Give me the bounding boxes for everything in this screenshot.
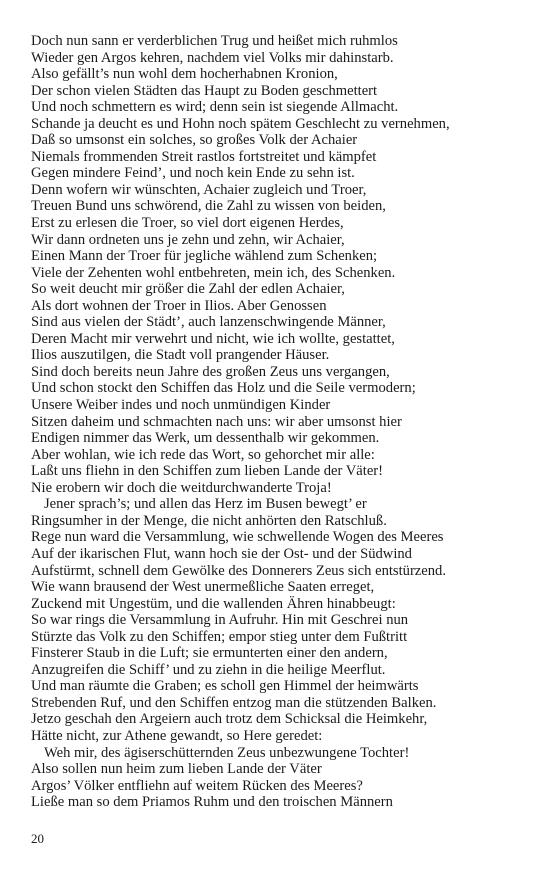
text-block <box>31 33 526 811</box>
text-line: Strebenden Ruf, und den Schiffen entzog man die stützenden Balken. <box>31 694 437 711</box>
text-line: Wieder gen Argos kehren, nachdem viel Volks mir dahinstarb. <box>31 49 394 66</box>
text-line: Wie wann brausend der West unermeßliche Saaten erreget, <box>31 579 375 596</box>
text-line: Stürzte das Volk zu den Schiffen; empor stieg unter dem Fußtritt <box>31 628 408 645</box>
text-line: Sind aus vielen der Städt’, auch lanzenschwingende Männer, <box>31 314 386 331</box>
text-line: Und man räumte die Graben; es scholl gen Himmel der heimwärts <box>31 678 419 695</box>
text-line: Rege nun ward die Versammlung, wie schwellende Wogen des Meeres <box>31 529 444 546</box>
text-line: Nie erobern wir doch die weitdurchwanderte Troja! <box>31 479 332 496</box>
text-line: Unsere Weiber indes und noch unmündigen Kinder <box>31 397 331 414</box>
text-line: Jener sprach’s; und allen das Herz im Busen bewegt’ er <box>44 496 367 513</box>
text-line: Als dort wohnen der Troer in Ilios. Aber Genossen <box>31 297 327 314</box>
text-line: Finsterer Staub in die Luft; sie ermunterten einer den andern, <box>31 645 388 662</box>
text-line: Schande ja deucht es und Hohn noch spätem Geschlecht zu vernehmen, <box>31 115 450 132</box>
text-line: Und noch schmettern es wird; denn sein ist siegende Allmacht. <box>31 99 399 116</box>
text-line: Aber wohlan, wie ich rede das Wort, so gehorchet mir alle: <box>31 446 375 463</box>
text-line: Aufstürmt, schnell dem Gewölke des Donnerers Zeus sich entstürzend. <box>31 562 447 579</box>
text-line: Wir dann ordneten uns je zehn und zehn, wir Achaier, <box>31 231 345 248</box>
text-line: Also gefällt’s nun wohl dem hocherhabnen Kronion, <box>31 66 338 83</box>
text-line: Ringsumher in der Menge, die nicht anhörten den Ratschluß. <box>31 512 387 529</box>
text-line: Einen Mann der Troer für jegliche wählend zum Schenken; <box>31 248 378 265</box>
text-line: Ließe man so dem Priamos Ruhm und den troischen Männern <box>31 794 393 811</box>
text-line: Der schon vielen Städten das Haupt zu Boden geschmettert <box>31 82 378 99</box>
text-line: Endigen nimmer das Werk, um dessenthalb wir gekommen. <box>31 430 380 447</box>
text-line: Auf der ikarischen Flut, wann hoch sie der Ost- und der Südwind <box>31 545 412 562</box>
text-line: Und schon stockt den Schiffen das Holz und die Seile vermodern; <box>31 380 416 397</box>
text-line: Jetzo geschah den Argeiern auch trotz dem Schicksal die Heimkehr, <box>31 711 428 728</box>
page-number: 20 <box>31 831 44 846</box>
text-line: Also sollen nun heim zum lieben Lande der Väter <box>31 761 322 778</box>
text-line: Gegen mindere Feind’, und noch kein Ende zu sehn ist. <box>31 165 355 182</box>
text-line: Sitzen daheim und schmachten nach uns: wir aber umsonst hier <box>31 413 402 430</box>
text-line: So weit deucht mir größer die Zahl der edlen Achaier, <box>31 281 345 298</box>
text-line: Laßt uns fliehn in den Schiffen zum lieben Lande der Väter! <box>31 463 384 480</box>
text-line: Viele der Zehenten wohl entbehreten, mein ich, des Schenken. <box>31 264 396 281</box>
text-line: Erst zu erlesen die Troer, so viel dort eigenen Herdes, <box>31 215 344 232</box>
text-line: Argos’ Völker entfliehn auf weitem Rücken des Meeres? <box>31 777 363 794</box>
text-line: Anzugreifen die Schiff’ und zu ziehn in die heilige Meerflut. <box>31 661 386 678</box>
text-line: Denn wofern wir wünschten, Achaier zugleich und Troer, <box>31 181 367 198</box>
text-line: Hätte nicht, zur Athene gewandt, so Here geredet: <box>31 727 323 744</box>
text-line: Ilios auszutilgen, die Stadt voll prangender Häuser. <box>31 347 330 364</box>
text-line: Niemals frommenden Streit rastlos fortstreitet und kämpfet <box>31 148 377 165</box>
text-line: Zuckend mit Ungestüm, und die wallenden Ähren hinabbeugt: <box>31 595 396 612</box>
text-line: Deren Macht mir verwehrt und nicht, wie ich wollte, gestattet, <box>31 330 395 347</box>
text-line: Treuen Bund uns schwörend, die Zahl zu wissen von beiden, <box>31 198 386 215</box>
text-line: Sind doch bereits neun Jahre des großen Zeus uns vergangen, <box>31 363 390 380</box>
text-line: So war rings die Versammlung in Aufruhr. Hin mit Geschrei nun <box>31 612 409 629</box>
text-line: Doch nun sann er verderblichen Trug und heißet mich ruhmlos <box>31 33 398 49</box>
text-line: Daß so umsonst ein solches, so großes Volk der Achaier <box>31 132 358 149</box>
text-line: Weh mir, des ägiserschütternden Zeus unbezwungene Tochter! <box>44 744 410 761</box>
